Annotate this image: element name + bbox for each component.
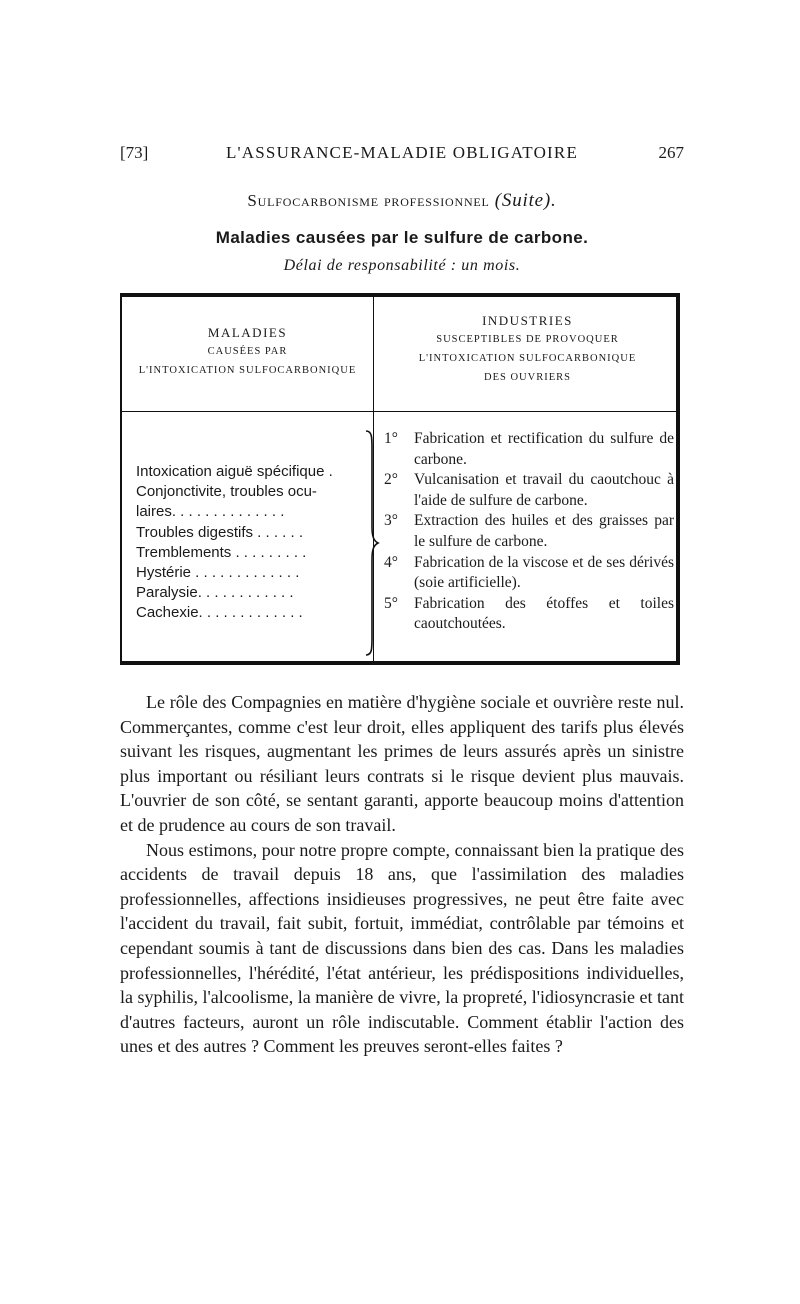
maladies-list [136,462,372,624]
section-title-main: Sulfocarbonisme professionnel [247,191,490,210]
industry-item [384,553,674,594]
diseases-table [120,293,680,665]
maladie-item: Conjonctivite, troubles ocu- [136,483,317,501]
maladies-header-line1: MALADIES [207,325,288,340]
industry-item [384,511,674,552]
header-divider [122,411,676,412]
industry-item [384,429,674,470]
maladie-item: Tremblements . . . . . . . . . [136,543,307,561]
section-title [120,190,684,212]
industries-list [384,429,674,635]
body-text [120,690,684,1059]
maladie-item: Paralysie. . . . . . . . . . . . [136,584,294,602]
maladie-item: Cachexie. . . . . . . . . . . . . [136,604,303,622]
paragraph: Nous estimons, pour notre propre compte, connaissant bien la pratique des accidents de travail depuis 18 ans, que l'assimilation des maladies professionnelles, affections insidieuses progressives, ne peut être faite avec l'accident du travail, fait subit, fortuit, immédiat, contrôlable par témoins et cependant soumis à tant de discussions dans bien des cas. Dans les maladies professionnelles, l'hérédité, l'état antérieur, les prédispositions individuelles, la syphilis, l'alcoolisme, la manière de vivre, la propreté, l'idiosyncrasie et tant d'autres facteurs, auront un rôle indiscutable. Comment établir l'action des unes et des autres ? Comment les preuves seront-elles faites ? [120,839,684,1057]
page-number: 267 [658,143,684,162]
industry-number: 3° [384,512,398,530]
industries-header-line1: INDUSTRIES [482,313,573,328]
industry-text: Fabrication des étoffes et toiles caoutchoutées. [414,594,674,633]
industries-header-line4: DES OUVRIERS [484,372,571,383]
industry-item [384,470,674,511]
table-subtitle: Maladies causées par le sulfure de carbone. [215,228,589,247]
maladie-item: Hystérie . . . . . . . . . . . . . [136,564,300,582]
paragraph: Le rôle des Compagnies en matière d'hygiène sociale et ouvrière reste nul. Commerçantes, comme c'est leur droit, elles appliquent des tarifs plus élevés suivant les risques, augmentant les primes de leurs assurés après un sinistre plus important ou résiliant leurs contrats si le risque devient plus mauvais. L'ouvrier de son côté, se sentant garanti, apporte beaucoup moins d'attention et de prudence au cours de son travail. [120,692,684,835]
page-header [120,143,684,169]
curly-brace [362,429,382,657]
industry-text: Extraction des huiles et des graisses par le sulfure de carbone. [414,512,674,550]
maladies-header-line3: L'INTOXICATION SULFOCARBONIQUE [138,365,357,376]
industry-number: 1° [384,430,398,447]
industry-number: 5° [384,594,398,612]
industries-column-header [375,311,680,387]
industry-number: 2° [384,471,398,489]
maladies-header-line2: CAUSÉES PAR [207,346,288,357]
folio-number: [73] [120,143,149,162]
industry-text: Fabrication de la viscose et de ses dérivés (soie artificielle). [414,553,674,592]
maladie-item: Troubles digestifs . . . . . . [136,523,304,541]
maladies-column-header [122,323,373,380]
industry-number: 4° [384,553,398,571]
industries-header-line2: SUSCEPTIBLES DE PROVOQUER [436,334,619,345]
responsibility-delay: Délai de responsabilité : un mois. [283,257,521,274]
industry-item [384,594,674,635]
maladie-item: laires. . . . . . . . . . . . . . [136,503,285,521]
industry-text: Fabrication et rectification du sulfure de carbone. [414,430,674,468]
section-title-suite: (Suite). [494,190,557,211]
maladie-item: Intoxication aiguë spécifique . [136,463,333,480]
industry-text: Vulcanisation et travail du caoutchouc à l'aide de sulfure de carbone. [414,471,674,509]
running-title: L'ASSURANCE-MALADIE OBLIGATOIRE [225,143,579,162]
industries-header-line3: L'INTOXICATION SULFOCARBONIQUE [418,353,637,364]
